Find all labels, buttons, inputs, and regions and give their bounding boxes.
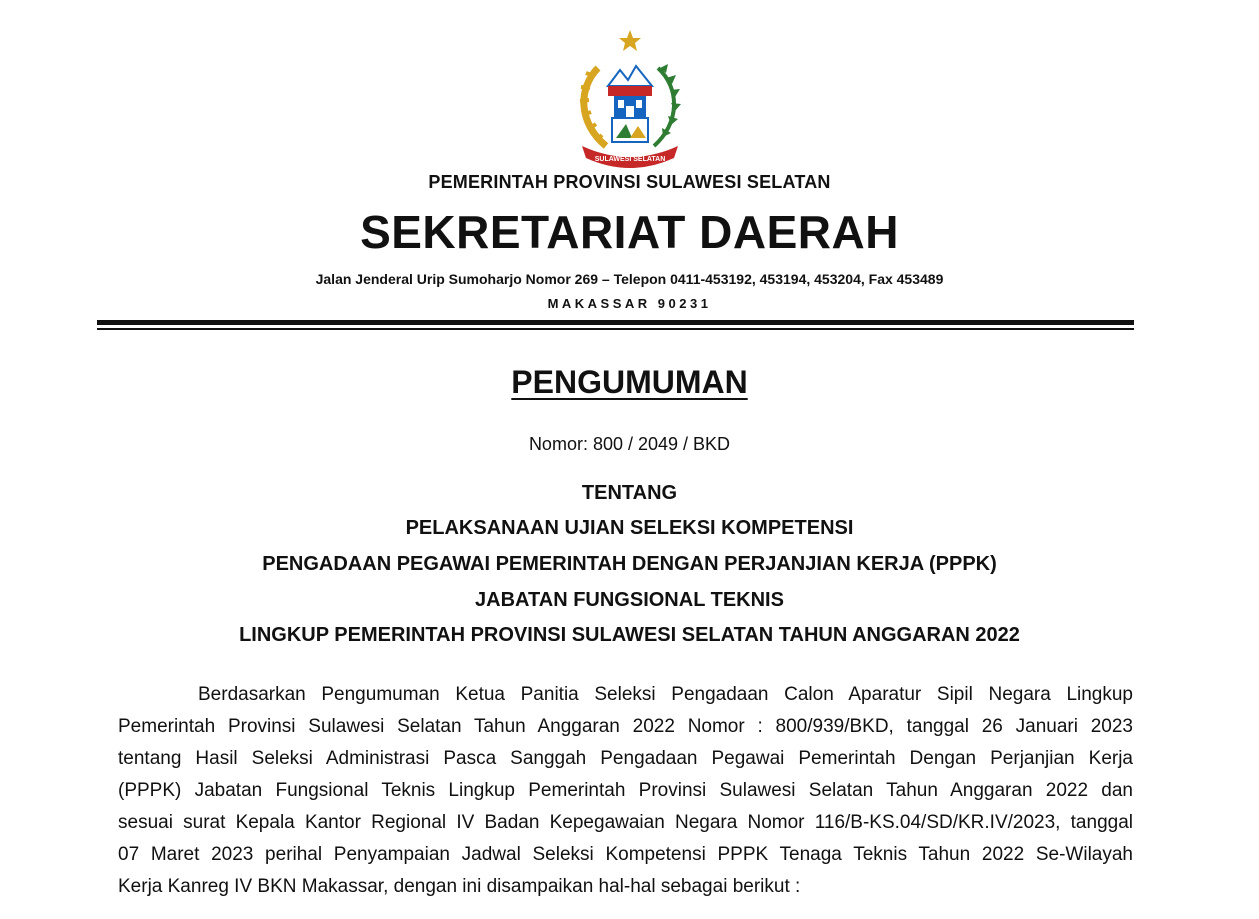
letterhead-government: PEMERINTAH PROVINSI SULAWESI SELATAN (428, 172, 831, 192)
document-title: PENGUMUMAN (511, 364, 748, 400)
emblem-ribbon-text: SULAWESI SELATAN (594, 156, 666, 163)
provincial-emblem-icon (568, 28, 692, 168)
subject-line: TENTANG (581, 482, 678, 504)
letterhead-divider-thin (97, 328, 1134, 330)
body-line: Berdasarkan Pengumuman Ketua Panitia Seleksi Pengadaan Calon Aparatur Sipil Negara Lingkup (198, 684, 1133, 705)
letterhead-office: SEKRETARIAT DAERAH (360, 206, 899, 258)
body-line: 07 Maret 2023 perihal Penyampaian Jadwal Seleksi Kompetensi PPPK Tenaga Teknis Tahun 2022 Se-Wilayah (118, 844, 1133, 865)
letterhead-address: Jalan Jenderal Urip Sumoharjo Nomor 269 – Telepon 0411-453192, 453194, 453204, Fax 453489 (315, 271, 944, 287)
letterhead-divider-thick (97, 320, 1134, 325)
document-title-wrapper (0, 364, 1259, 401)
body-line: Kerja Kanreg IV BKN Makassar, dengan ini disampaikan hal-hal sebagai berikut : (118, 876, 801, 897)
subject-line: LINGKUP PEMERINTAH PROVINSI SULAWESI SELATAN TAHUN ANGGARAN 2022 (239, 624, 1020, 646)
body-line: (PPPK) Jabatan Fungsional Teknis Lingkup Pemerintah Provinsi Sulawesi Selatan Tahun Anggaran 2022 dan (118, 780, 1133, 801)
body-line: sesuai surat Kepala Kantor Regional IV Badan Kepegawaian Negara Nomor 116/B-KS.04/SD/KR.IV/2023, tanggal (118, 812, 1133, 833)
subject-line: JABATAN FUNGSIONAL TEKNIS (475, 589, 784, 611)
subject-line: PELAKSANAAN UJIAN SELEKSI KOMPETENSI (405, 517, 854, 539)
body-line: tentang Hasil Seleksi Administrasi Pasca Sanggah Pengadaan Pegawai Pemerintah Dengan Perjanjian Kerja (118, 748, 1133, 769)
subject-line: PENGADAAN PEGAWAI PEMERINTAH DENGAN PERJANJIAN KERJA (PPPK) (262, 553, 997, 575)
document-number: Nomor: 800 / 2049 / BKD (528, 434, 731, 454)
letterhead-city: MAKASSAR 90231 (547, 296, 712, 311)
body-line: Pemerintah Provinsi Sulawesi Selatan Tahun Anggaran 2022 Nomor : 800/939/BKD, tanggal 26 Januari 2023 (118, 716, 1133, 737)
